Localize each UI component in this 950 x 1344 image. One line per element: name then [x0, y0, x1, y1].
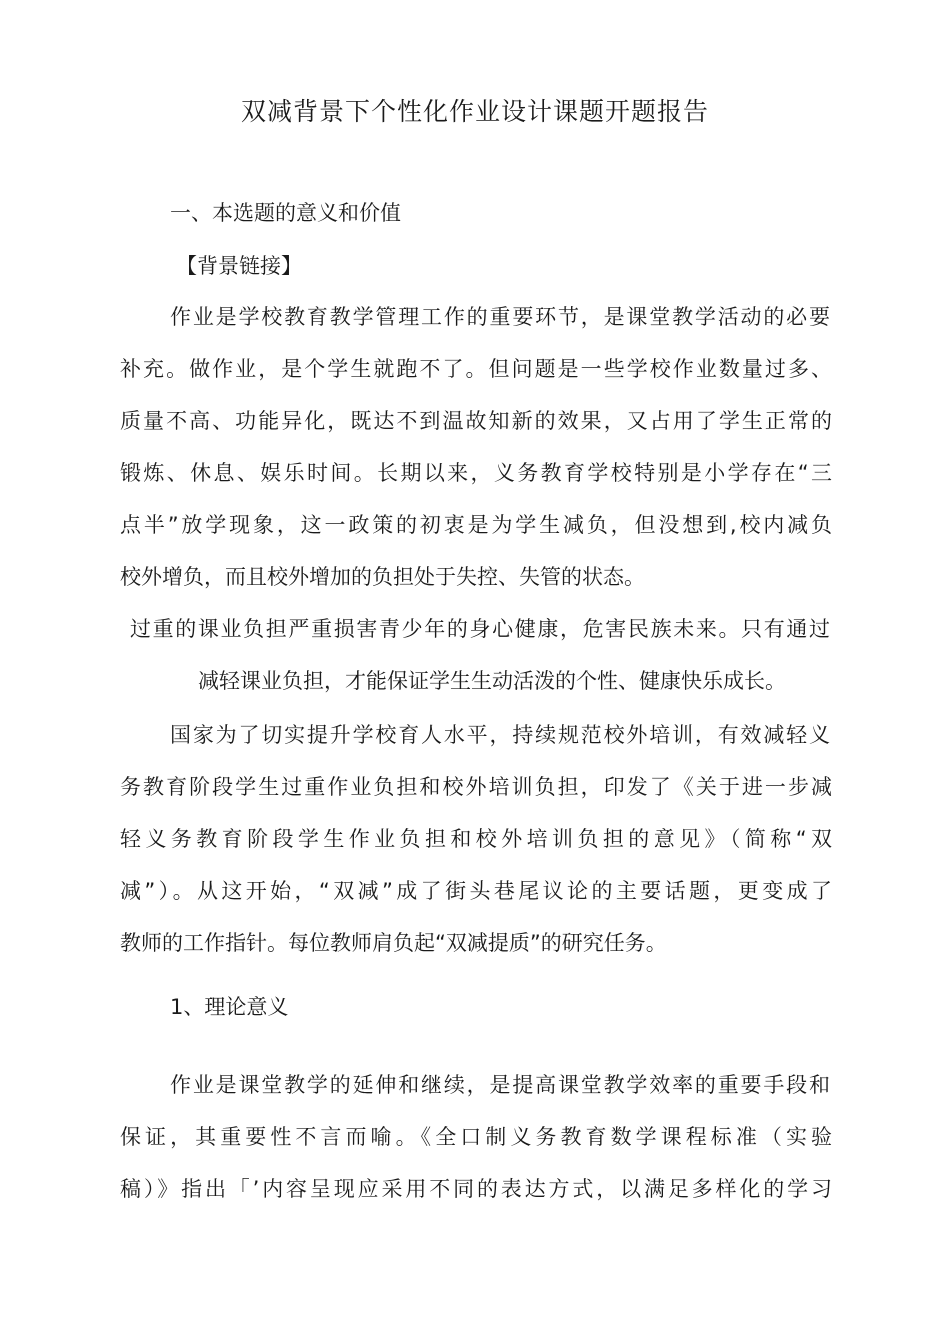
subheading: 1、理论意义	[170, 995, 289, 1019]
paragraph-line: 校外增负，而且校外增加的负担处于失控、失管的状态。	[120, 565, 645, 589]
paragraph-line: 减”）。从这开始，“双减”成了街头巷尾议论的主要话题，更变成了	[120, 879, 832, 903]
paragraph-line: 补充。做作业，是个学生就跑不了。但问题是一些学校作业数量过多、	[120, 357, 832, 381]
paragraph-line: 锻炼、休息、娱乐时间。长期以来，义务教育学校特别是小学存在“三	[120, 461, 832, 485]
paragraph-line: 作业是学校教育教学管理工作的重要环节，是课堂教学活动的必要	[170, 305, 830, 329]
background-label: 【背景链接】	[176, 254, 302, 278]
paragraph-line: 务教育阶段学生过重作业负担和校外培训负担，印发了《关于进一步减	[120, 775, 832, 799]
paragraph-line: 作业是课堂教学的延伸和继续，是提高课堂教学效率的重要手段和	[170, 1073, 830, 1097]
paragraph-line: 点半”放学现象，这一政策的初衷是为学生减负，但没想到,校内减负	[120, 513, 832, 537]
paragraph-line: 过重的课业负担严重损害青少年的身心健康，危害民族未来。只有通过	[130, 617, 830, 641]
paragraph-line: 质量不高、功能异化，既达不到温故知新的效果，又占用了学生正常的	[120, 409, 832, 433]
paragraph-line: 保证，其重要性不言而喻。《全口制义务教育数学课程标准（实验	[120, 1125, 832, 1149]
paragraph-line: 教师的工作指针。每位教师肩负起“双减提质”的研究任务。	[120, 931, 667, 955]
paragraph-line: 减轻课业负担，才能保证学生生动活泼的个性、健康快乐成长。	[198, 669, 786, 693]
section-heading: 一、本选题的意义和价值	[170, 201, 401, 225]
document-title: 双减背景下个性化作业设计课题开题报告	[240, 97, 709, 126]
paragraph-line: 国家为了切实提升学校育人水平，持续规范校外培训，有效减轻义	[170, 723, 830, 747]
paragraph-line: 稿）》指出「’内容呈现应采用不同的表达方式，以满足多样化的学习	[120, 1177, 832, 1201]
paragraph-line: 轻义务教育阶段学生作业负担和校外培训负担的意见》（简称“双	[120, 827, 832, 851]
